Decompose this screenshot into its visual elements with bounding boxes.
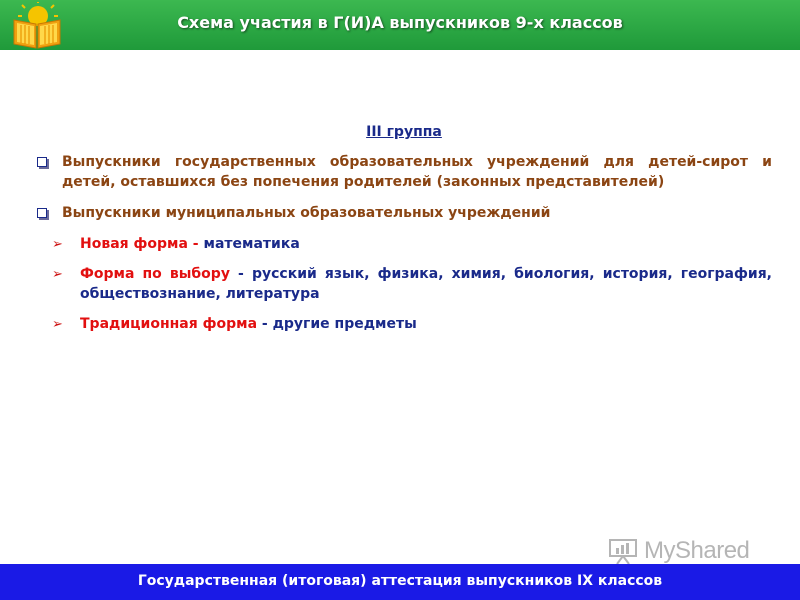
footer-bar xyxy=(0,564,800,600)
form-name: Традиционная форма xyxy=(80,316,258,332)
form-item xyxy=(36,314,772,334)
square-bullet-icon xyxy=(37,157,47,167)
form-item xyxy=(36,234,772,254)
form-subjects: русский язык, физика, химия, биология, история, география, обществознание, литература xyxy=(80,266,772,302)
form-name: Новая форма xyxy=(80,236,188,252)
item-text: Выпускники государственных образовательных учреждений для детей-сирот и детей, оставшихся без попечения родителей (законных представителей) xyxy=(62,154,772,190)
page-title: Схема участия в Г(И)А выпускников 9-х классов xyxy=(177,13,623,32)
square-bullet-icon xyxy=(37,208,47,218)
watermark-text: MyShared xyxy=(644,537,750,564)
form-separator: - xyxy=(229,266,252,282)
item-text: Выпускники муниципальных образовательных учреждений xyxy=(62,205,551,221)
group-title: III группа xyxy=(366,124,442,140)
form-item xyxy=(36,264,772,304)
arrow-bullet-icon: ➢ xyxy=(52,237,63,252)
form-separator: - xyxy=(257,316,273,332)
form-separator: - xyxy=(187,236,204,252)
list-item xyxy=(36,152,772,192)
list-item xyxy=(36,203,772,223)
form-subjects: другие предметы xyxy=(272,316,417,332)
form-name: Форма по выбору xyxy=(80,266,230,282)
form-subjects: математика xyxy=(203,236,300,252)
header-bar xyxy=(0,0,800,50)
slide-content xyxy=(36,122,772,344)
presentation-icon xyxy=(608,537,640,565)
arrow-bullet-icon: ➢ xyxy=(52,317,63,332)
arrow-bullet-icon: ➢ xyxy=(52,267,63,282)
watermark xyxy=(604,535,774,565)
footer-text: Государственная (итоговая) аттестация выпускников IX классов xyxy=(137,573,663,589)
